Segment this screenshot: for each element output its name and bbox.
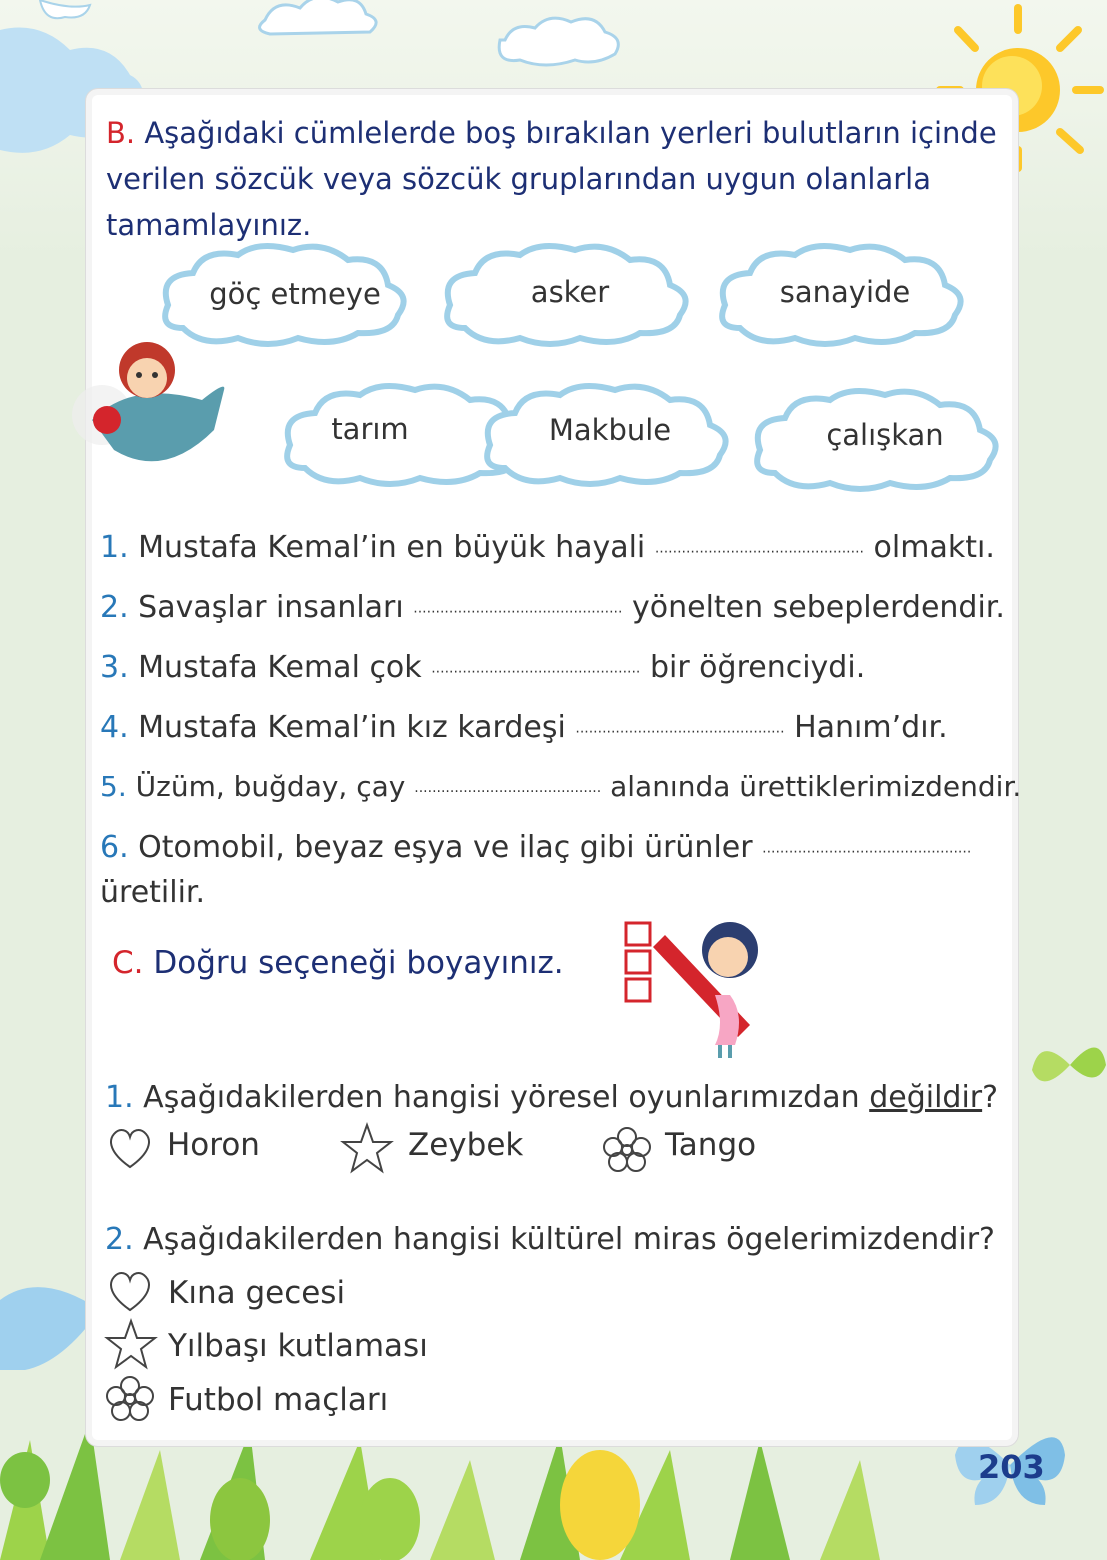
sentence-text: yönelten sebeplerdendir.	[631, 590, 1005, 625]
question-1	[105, 1080, 998, 1115]
page-number: 203	[978, 1448, 1045, 1486]
cloud-word: göç etmeye	[209, 277, 381, 311]
sentence-number: 1.	[100, 530, 129, 565]
option-label: Horon	[167, 1127, 260, 1163]
checkbox-icon	[626, 951, 650, 973]
sentence-text: Savaşlar insanları	[138, 590, 404, 625]
sentence-text: Hanım’dır.	[794, 710, 948, 745]
cloud-word: çalışkan	[826, 418, 944, 452]
sentence-5	[100, 770, 1021, 803]
question-2	[105, 1222, 995, 1257]
section-b-letter: B.	[106, 116, 136, 150]
sentence-number: 6.	[100, 830, 129, 865]
sentence-text: Mustafa Kemal’in kız kardeşi	[138, 710, 566, 745]
section-c-instruction	[112, 940, 564, 986]
section-b-instruction	[106, 110, 1011, 248]
sentence-number: 3.	[100, 650, 129, 685]
question-end: ?	[982, 1080, 999, 1115]
cloud-word: Makbule	[548, 413, 672, 447]
sentence-3	[100, 650, 865, 685]
sentence-text: Üzüm, buğday, çay	[135, 770, 406, 803]
cloud-word: sanayide	[779, 275, 911, 309]
checkbox-icon	[626, 923, 650, 945]
sentence-text: alanında ürettiklerimizdendir.	[610, 770, 1022, 803]
answer-blank[interactable]: ...............................................	[654, 540, 864, 557]
sentence-4	[100, 710, 948, 745]
question-number: 2.	[105, 1222, 134, 1257]
answer-blank[interactable]: ...............................................	[431, 660, 641, 677]
question-emphasis: değildir	[869, 1080, 983, 1115]
option-label: Tango	[665, 1127, 757, 1163]
sentence-number: 4.	[100, 710, 129, 745]
checkbox-icon	[626, 979, 650, 1001]
butterfly-icon	[1030, 1030, 1107, 1100]
sentence-number: 5.	[100, 770, 127, 803]
answer-blank[interactable]: ...............................................	[575, 720, 785, 737]
section-c-text: Doğru seçeneği boyayınız.	[153, 945, 564, 981]
sentence-text: Otomobil, beyaz eşya ve ilaç gibi ürünler	[138, 830, 753, 865]
star-icon[interactable]	[104, 1318, 159, 1370]
instruction-line-3: tamamlayınız.	[106, 208, 312, 242]
option-label: Zeybek	[408, 1127, 524, 1163]
sentence-6-continuation: üretilir.	[100, 875, 206, 910]
sentence-1	[100, 530, 995, 565]
sentence-text: Mustafa Kemal çok	[138, 650, 422, 685]
sky-cloud	[40, 0, 90, 18]
section-c-letter: C.	[112, 945, 144, 981]
option-label: Futbol maçları	[168, 1382, 389, 1418]
question-text: Aşağıdakilerden hangisi kültürel miras ögelerimizdendir?	[143, 1222, 995, 1257]
question-text: Aşağıdakilerden hangisi yöresel oyunlarımızdan	[143, 1080, 860, 1115]
answer-blank[interactable]: ...............................................	[762, 840, 972, 857]
sentence-2	[100, 590, 1005, 625]
sentence-6	[100, 830, 971, 865]
sentence-text: olmaktı.	[873, 530, 995, 565]
cloud-word: tarım	[331, 412, 409, 446]
instruction-line-1: Aşağıdaki cümlelerde boş bırakılan yerleri bulutların içinde	[144, 116, 997, 150]
option-label: Kına gecesi	[168, 1275, 346, 1311]
sentence-text: Mustafa Kemal’in en büyük hayali	[138, 530, 646, 565]
option-label: Yılbaşı kutlaması	[168, 1328, 428, 1364]
sentence-text: bir öğrenciydi.	[649, 650, 866, 685]
instruction-line-2: verilen sözcük veya sözcük gruplarından uygun olanlarla	[106, 162, 931, 196]
flower-icon[interactable]	[600, 1125, 655, 1173]
cloud-word: asker	[530, 275, 610, 309]
sentence-number: 2.	[100, 590, 129, 625]
star-icon[interactable]	[340, 1122, 395, 1174]
heart-icon[interactable]	[106, 1268, 154, 1314]
girl-with-pencil-illustration	[620, 915, 765, 1060]
answer-blank[interactable]: ...............................................	[413, 600, 623, 617]
sky-cloud	[260, 0, 377, 34]
heart-icon[interactable]	[106, 1125, 154, 1171]
question-number: 1.	[105, 1080, 134, 1115]
sky-cloud	[499, 18, 618, 65]
flower-icon[interactable]	[103, 1374, 158, 1422]
pilot-airplane-illustration	[62, 330, 227, 480]
answer-blank[interactable]: ..........................................	[414, 780, 602, 796]
